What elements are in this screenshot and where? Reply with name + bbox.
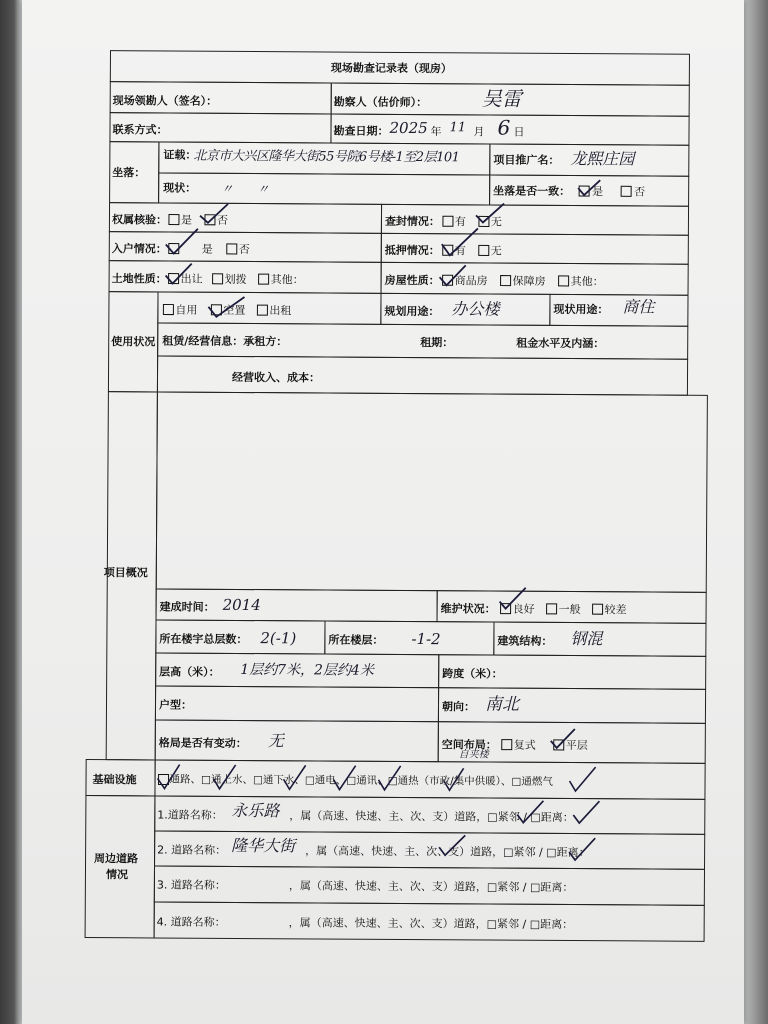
seal-label: 查封情况： <box>384 214 440 229</box>
unit-type-cell <box>155 685 439 722</box>
entry-no-label: 否 <box>238 242 250 257</box>
total-floors-label: 所在楼宇总层数： <box>159 632 248 647</box>
maint3-label: 较差 <box>604 603 627 617</box>
infra-label: 基础设施 <box>92 773 137 787</box>
income-cell <box>157 355 688 395</box>
unit-type-label: 户型： <box>158 698 193 712</box>
maint1-label: 良好 <box>512 602 535 616</box>
lease-cell <box>157 322 688 359</box>
seal-cell <box>381 204 689 236</box>
overview-label: 项目概况 <box>103 566 148 580</box>
location-label: 坐落： <box>112 166 146 180</box>
entry-no-checkbox[interactable] <box>226 243 238 255</box>
entry-cell <box>109 231 382 263</box>
road1-name: 永乐路 <box>231 800 280 821</box>
structure-cell <box>493 622 706 657</box>
survey-form <box>77 50 728 942</box>
form-title: 现场勘查记录表（现房） <box>330 61 452 76</box>
mortgage-yes-label: 有 <box>454 244 466 258</box>
infra-items: 通路、□通上水、□通下水、□通电、□通讯、□通热（市政/集中供暖）、□通燃气 <box>169 773 553 788</box>
project-name-label: 项目推广名： <box>493 153 560 167</box>
title-cell <box>110 50 690 86</box>
ownership-yes-label: 是 <box>180 213 193 227</box>
plan-use-cell <box>380 293 550 326</box>
house-opt1-label: 商品房 <box>454 274 488 288</box>
actual-use-value: 商住 <box>622 297 655 317</box>
plan-use-value: 办公楼 <box>451 299 500 319</box>
house-opt2-label: 保障房 <box>512 274 546 288</box>
check-mark-icon <box>474 201 506 225</box>
house-opt3-label: 其他： <box>570 274 604 289</box>
land-label: 土地性质： <box>111 272 167 286</box>
lease-term-label: 租期： <box>420 336 454 350</box>
day-unit: 日 <box>513 125 525 139</box>
land-cell <box>109 260 382 294</box>
contact-label: 联系方式： <box>112 123 168 137</box>
total-floors-cell <box>155 619 325 654</box>
actual-use-cell <box>549 294 688 327</box>
house-label: 房屋性质： <box>384 273 440 288</box>
paper-sheet <box>22 0 744 1024</box>
road2-name: 隆华大街 <box>231 835 296 856</box>
month-unit: 月 <box>473 125 485 139</box>
built-time-value: 2014 <box>222 595 261 615</box>
lease-label: 租赁/经营信息：承租方： <box>162 334 288 349</box>
land-opt2-label: 划拨 <box>224 272 247 287</box>
cert-address: 北京市大兴区隆华大街55号院6号楼-1至2层101 <box>193 148 460 166</box>
check-mark-icon <box>549 727 577 751</box>
road2-cell <box>154 830 705 869</box>
inspector-cell <box>331 83 690 117</box>
road4-cell <box>154 901 705 941</box>
ownership-yes-checkbox[interactable] <box>168 214 180 226</box>
depth-cell <box>438 654 706 690</box>
height-value: 1层约7米，2层约4米 <box>240 661 374 679</box>
maint2-checkbox[interactable] <box>546 603 558 615</box>
space-layout-note: 自夹楼 <box>458 749 489 761</box>
land-opt2-checkbox[interactable] <box>212 273 224 285</box>
maintenance-cell <box>437 590 707 624</box>
floor-cell <box>324 620 494 655</box>
layout-change-label: 格局是否有变动： <box>158 736 247 751</box>
usage-opt1-checkbox[interactable] <box>162 303 174 315</box>
maint2-label: 一般 <box>558 602 581 617</box>
date-label: 勘查日期： <box>333 124 389 138</box>
road1-cell <box>154 795 705 834</box>
check-mark-icon <box>164 227 200 257</box>
maintenance-label: 维护状况： <box>440 602 496 616</box>
space-layout-cell <box>438 721 706 764</box>
overview-blank-area <box>156 391 708 592</box>
road4-suffix: ，属（高速、快速、主、次、支）道路，□紧邻 / □距离： <box>288 916 574 932</box>
roads-label-line2: 情况 <box>105 868 129 882</box>
space1-label: 复式 <box>513 738 536 752</box>
guide-cell <box>110 81 332 114</box>
check-mark-icon <box>438 263 468 287</box>
check-mark-icon <box>155 760 695 799</box>
usage-status-cell <box>157 291 381 324</box>
date-day: 6 <box>497 115 511 140</box>
check-mark-icon <box>437 833 467 863</box>
road4-label: 4. 道路名称： <box>156 915 226 929</box>
space1-checkbox[interactable] <box>501 739 513 751</box>
seal-yes-label: 有 <box>454 215 466 229</box>
land-opt1-label: 出让 <box>180 272 203 286</box>
house-opt2-checkbox[interactable] <box>500 275 512 287</box>
actual-use-label: 现状用途： <box>553 302 609 317</box>
cert-cell <box>158 141 490 175</box>
road1-suffix: ，属（高速、快速、主、次、支）道路，□紧邻 / □距离： <box>289 809 574 825</box>
contact-cell <box>109 112 331 143</box>
check-mark-icon <box>498 586 528 612</box>
built-time-cell <box>156 588 438 622</box>
consistent-no-checkbox[interactable] <box>620 185 632 197</box>
land-opt3-label: 其他： <box>270 273 304 287</box>
plan-use-label: 规划用途： <box>384 304 440 319</box>
check-mark-icon <box>576 178 602 198</box>
consistent-no-label: 否 <box>634 185 646 199</box>
usage-label: 使用状况 <box>111 335 156 349</box>
layout-change-cell <box>155 719 439 762</box>
date-cell <box>330 114 689 146</box>
height-cell <box>155 652 439 688</box>
orientation-value: 南北 <box>484 694 520 715</box>
depth-label: 跨度（米）： <box>442 667 503 681</box>
infra-items-cell <box>154 759 705 799</box>
house-cell <box>381 262 689 296</box>
total-floors-value: 2(-1) <box>260 629 297 648</box>
date-year: 2025 <box>389 118 428 138</box>
usage-opt1-label: 自用 <box>175 303 198 317</box>
check-mark-icon <box>571 799 601 829</box>
land-opt3-checkbox[interactable] <box>258 273 270 285</box>
mortgage-cell <box>381 233 689 265</box>
actual-location-cell <box>158 172 490 205</box>
structure-value: 钢混 <box>570 628 603 649</box>
road3-suffix: ，属（高速、快速、主、次、支）道路，□紧邻 / □距离： <box>288 879 574 895</box>
ownership-no-label: 否 <box>216 213 229 227</box>
check-mark-icon <box>567 836 597 866</box>
project-name-cell <box>489 143 689 176</box>
location-label-cell <box>109 141 159 203</box>
house-opt3-checkbox[interactable] <box>558 275 570 287</box>
ownership-label: 权属核验： <box>111 213 168 227</box>
orientation-label: 朝向： <box>441 700 476 714</box>
check-mark-icon <box>515 799 545 829</box>
project-name-value: 龙熙庄园 <box>570 148 635 169</box>
check-mark-icon <box>206 293 246 321</box>
actual-location-value: 〃 〃 <box>221 181 270 197</box>
income-label: 经营收入、成本： <box>231 370 321 385</box>
inspector-label: 勘察人（估价师）： <box>333 95 428 110</box>
guide-label: 现场领勘人（签名）： <box>112 94 218 108</box>
consistent-cell <box>489 174 689 206</box>
check-mark-icon <box>198 202 230 226</box>
roads-label-line1: 周边道路 <box>94 852 139 866</box>
usage-label-cell <box>108 291 159 392</box>
maint3-checkbox[interactable] <box>592 603 604 615</box>
consistent-yes-label: 是 <box>592 185 604 199</box>
date-month: 11 <box>449 120 467 136</box>
space2-label: 平层 <box>565 738 588 753</box>
usage-opt2-label: 空置 <box>223 303 246 318</box>
entry-yes-label: 是 <box>201 242 213 256</box>
floor-label: 所在楼层： <box>328 633 384 647</box>
road2-label: 2. 道路名称： <box>157 843 227 857</box>
rent-label: 租金水平及内涵： <box>516 336 605 351</box>
road2-suffix: ，属（高速、快速、主、次、支）道路，□紧邻 / □距离： <box>305 844 590 860</box>
consistent-label: 坐落是否一致： <box>493 184 571 198</box>
cert-label: 证载： <box>163 148 197 162</box>
road3-cell <box>154 865 705 905</box>
roads-label-cell <box>85 795 156 938</box>
road3-label: 3. 道路名称： <box>156 878 226 892</box>
entry-label: 入户情况： <box>111 242 167 256</box>
year-unit: 年 <box>430 125 442 139</box>
overview-label-cell <box>103 391 158 760</box>
check-mark-icon <box>440 226 480 258</box>
usage-opt3-label: 出租 <box>269 304 292 318</box>
built-time-label: 建成时间： <box>159 600 215 614</box>
height-label: 层高（米）： <box>159 665 220 679</box>
mortgage-no-label: 无 <box>490 244 502 258</box>
seal-no-label: 无 <box>490 215 502 229</box>
mortgage-label: 抵押情况： <box>384 243 440 258</box>
actual-location-label: 现状： <box>163 181 197 195</box>
check-mark-icon <box>164 262 194 286</box>
inspector-signature: 吴雷 <box>481 86 522 111</box>
infra-label-cell <box>85 759 155 796</box>
orientation-cell <box>438 687 706 724</box>
structure-label: 建筑结构： <box>497 634 553 648</box>
ownership-cell <box>109 202 382 234</box>
layout-change-value: 无 <box>267 731 284 751</box>
road1-label: 1.道路名称： <box>157 808 223 822</box>
floor-value: -1-2 <box>411 630 441 649</box>
usage-opt3-checkbox[interactable] <box>256 304 268 316</box>
space-layout-label: 空间布局： <box>441 738 497 752</box>
